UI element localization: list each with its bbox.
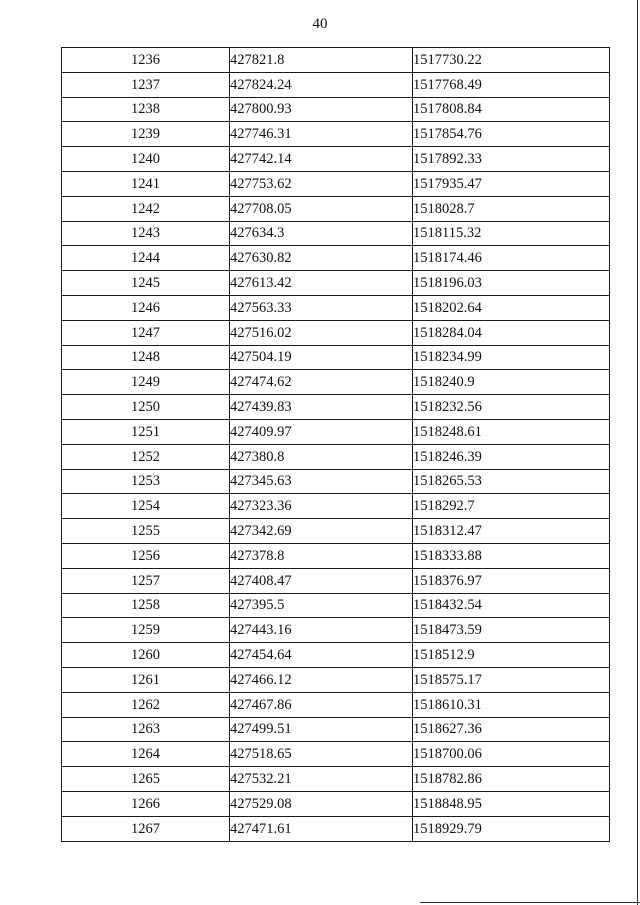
point-number-cell: 1261 [62, 667, 230, 692]
point-number-cell: 1252 [62, 444, 230, 469]
y-coordinate-cell: 1518284.04 [413, 320, 610, 345]
y-coordinate-cell: 1518265.53 [413, 469, 610, 494]
table-row [62, 419, 610, 444]
table-row [62, 767, 610, 792]
table-row [62, 667, 610, 692]
table-row [62, 519, 610, 544]
point-number-cell: 1266 [62, 791, 230, 816]
y-coordinate-cell: 1518232.56 [413, 395, 610, 420]
y-coordinate-cell: 1518202.64 [413, 295, 610, 320]
y-coordinate-cell: 1518627.36 [413, 717, 610, 742]
x-coordinate-cell: 427378.8 [230, 543, 413, 568]
table-row [62, 816, 610, 841]
point-number-cell: 1258 [62, 593, 230, 618]
table-row [62, 395, 610, 420]
x-coordinate-cell: 427708.05 [230, 196, 413, 221]
table-row [62, 568, 610, 593]
point-number-cell: 1238 [62, 97, 230, 122]
table-row [62, 246, 610, 271]
y-coordinate-cell: 1517854.76 [413, 122, 610, 147]
x-coordinate-cell: 427323.36 [230, 494, 413, 519]
table-row [62, 618, 610, 643]
table-row [62, 469, 610, 494]
y-coordinate-cell: 1518234.99 [413, 345, 610, 370]
page-bottom-line [420, 902, 640, 903]
x-coordinate-cell: 427800.93 [230, 97, 413, 122]
y-coordinate-cell: 1518575.17 [413, 667, 610, 692]
point-number-cell: 1243 [62, 221, 230, 246]
x-coordinate-cell: 427471.61 [230, 816, 413, 841]
y-coordinate-cell: 1518028.7 [413, 196, 610, 221]
point-number-cell: 1262 [62, 692, 230, 717]
point-number-cell: 1242 [62, 196, 230, 221]
y-coordinate-cell: 1517768.49 [413, 72, 610, 97]
x-coordinate-cell: 427342.69 [230, 519, 413, 544]
x-coordinate-cell: 427746.31 [230, 122, 413, 147]
coordinates-table-body [62, 48, 610, 842]
y-coordinate-cell: 1518246.39 [413, 444, 610, 469]
y-coordinate-cell: 1518196.03 [413, 271, 610, 296]
point-number-cell: 1264 [62, 742, 230, 767]
y-coordinate-cell: 1518512.9 [413, 643, 610, 668]
x-coordinate-cell: 427409.97 [230, 419, 413, 444]
y-coordinate-cell: 1517935.47 [413, 171, 610, 196]
y-coordinate-cell: 1517808.84 [413, 97, 610, 122]
table-row [62, 345, 610, 370]
table-row [62, 221, 610, 246]
table-row [62, 444, 610, 469]
point-number-cell: 1255 [62, 519, 230, 544]
point-number-cell: 1244 [62, 246, 230, 271]
point-number-cell: 1239 [62, 122, 230, 147]
x-coordinate-cell: 427518.65 [230, 742, 413, 767]
point-number-cell: 1248 [62, 345, 230, 370]
x-coordinate-cell: 427753.62 [230, 171, 413, 196]
y-coordinate-cell: 1518174.46 [413, 246, 610, 271]
y-coordinate-cell: 1518312.47 [413, 519, 610, 544]
table-row [62, 97, 610, 122]
table-row [62, 791, 610, 816]
x-coordinate-cell: 427380.8 [230, 444, 413, 469]
y-coordinate-cell: 1518473.59 [413, 618, 610, 643]
x-coordinate-cell: 427466.12 [230, 667, 413, 692]
x-coordinate-cell: 427439.83 [230, 395, 413, 420]
x-coordinate-cell: 427504.19 [230, 345, 413, 370]
y-coordinate-cell: 1518240.9 [413, 370, 610, 395]
x-coordinate-cell: 427529.08 [230, 791, 413, 816]
y-coordinate-cell: 1518700.06 [413, 742, 610, 767]
x-coordinate-cell: 427345.63 [230, 469, 413, 494]
page-number: 40 [312, 16, 328, 32]
point-number-cell: 1267 [62, 816, 230, 841]
point-number-cell: 1241 [62, 171, 230, 196]
table-row [62, 370, 610, 395]
x-coordinate-cell: 427613.42 [230, 271, 413, 296]
table-row [62, 171, 610, 196]
x-coordinate-cell: 427443.16 [230, 618, 413, 643]
table-row [62, 147, 610, 172]
table-row [62, 593, 610, 618]
point-number-cell: 1236 [62, 48, 230, 73]
table-row [62, 643, 610, 668]
y-coordinate-cell: 1518376.97 [413, 568, 610, 593]
x-coordinate-cell: 427630.82 [230, 246, 413, 271]
x-coordinate-cell: 427467.86 [230, 692, 413, 717]
x-coordinate-cell: 427454.64 [230, 643, 413, 668]
x-coordinate-cell: 427563.33 [230, 295, 413, 320]
table-row [62, 295, 610, 320]
y-coordinate-cell: 1517892.33 [413, 147, 610, 172]
y-coordinate-cell: 1518292.7 [413, 494, 610, 519]
table-row [62, 717, 610, 742]
y-coordinate-cell: 1518848.95 [413, 791, 610, 816]
coordinates-table [61, 47, 610, 842]
x-coordinate-cell: 427474.62 [230, 370, 413, 395]
y-coordinate-cell: 1518115.32 [413, 221, 610, 246]
x-coordinate-cell: 427516.02 [230, 320, 413, 345]
point-number-cell: 1256 [62, 543, 230, 568]
point-number-cell: 1263 [62, 717, 230, 742]
x-coordinate-cell: 427395.5 [230, 593, 413, 618]
table-row [62, 122, 610, 147]
y-coordinate-cell: 1518610.31 [413, 692, 610, 717]
point-number-cell: 1246 [62, 295, 230, 320]
y-coordinate-cell: 1518432.54 [413, 593, 610, 618]
table-row [62, 494, 610, 519]
point-number-cell: 1257 [62, 568, 230, 593]
x-coordinate-cell: 427634.3 [230, 221, 413, 246]
table-row [62, 692, 610, 717]
point-number-cell: 1237 [62, 72, 230, 97]
point-number-cell: 1259 [62, 618, 230, 643]
x-coordinate-cell: 427824.24 [230, 72, 413, 97]
x-coordinate-cell: 427499.51 [230, 717, 413, 742]
x-coordinate-cell: 427532.21 [230, 767, 413, 792]
point-number-cell: 1265 [62, 767, 230, 792]
point-number-cell: 1249 [62, 370, 230, 395]
point-number-cell: 1247 [62, 320, 230, 345]
y-coordinate-cell: 1518782.86 [413, 767, 610, 792]
table-row [62, 742, 610, 767]
point-number-cell: 1240 [62, 147, 230, 172]
point-number-cell: 1254 [62, 494, 230, 519]
x-coordinate-cell: 427742.14 [230, 147, 413, 172]
point-number-cell: 1250 [62, 395, 230, 420]
point-number-cell: 1245 [62, 271, 230, 296]
y-coordinate-cell: 1518929.79 [413, 816, 610, 841]
table-row [62, 271, 610, 296]
y-coordinate-cell: 1517730.22 [413, 48, 610, 73]
point-number-cell: 1251 [62, 419, 230, 444]
point-number-cell: 1260 [62, 643, 230, 668]
y-coordinate-cell: 1518248.61 [413, 419, 610, 444]
y-coordinate-cell: 1518333.88 [413, 543, 610, 568]
table-row [62, 72, 610, 97]
table-row [62, 543, 610, 568]
page-edge-line [637, 0, 638, 905]
table-row [62, 48, 610, 73]
table-row [62, 196, 610, 221]
x-coordinate-cell: 427821.8 [230, 48, 413, 73]
point-number-cell: 1253 [62, 469, 230, 494]
x-coordinate-cell: 427408.47 [230, 568, 413, 593]
table-row [62, 320, 610, 345]
